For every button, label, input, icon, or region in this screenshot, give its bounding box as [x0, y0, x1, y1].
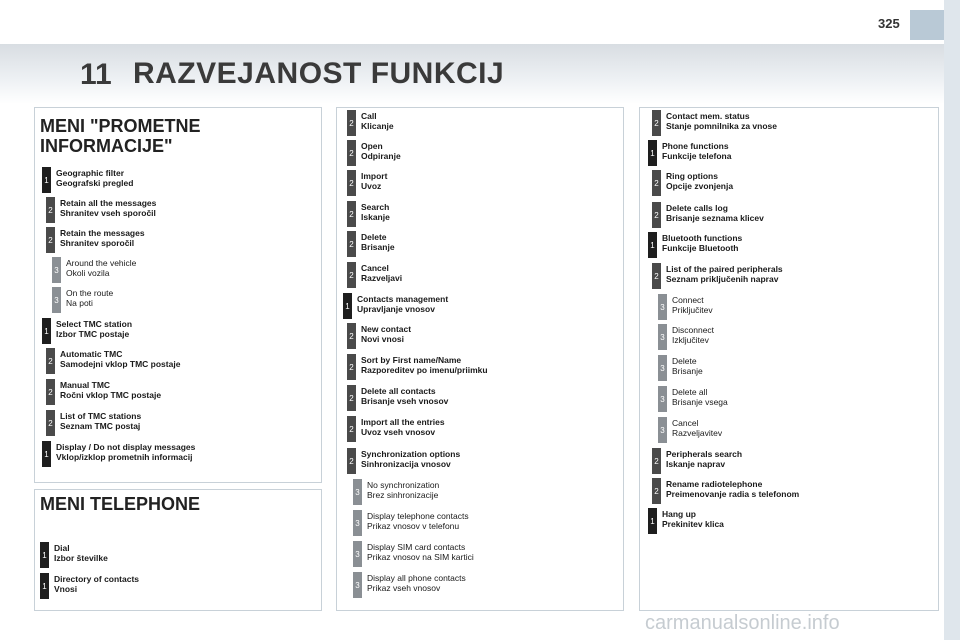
menu-item-label-en: Peripherals search: [666, 449, 743, 459]
menu-item-label-sl: Na poti: [66, 298, 93, 308]
level-badge: 3: [658, 355, 667, 381]
menu-item-label-sl: Vklop/izklop prometnih informacij: [56, 452, 193, 462]
menu-item-label-sl: Preimenovanje radia s telefonom: [666, 489, 800, 499]
menu-item-label-en: Cancel: [672, 418, 699, 428]
menu-item-text: [666, 479, 799, 499]
menu-item-label-en: On the route: [66, 288, 114, 298]
menu-item-text: [60, 349, 180, 369]
level-badge: 3: [658, 417, 667, 443]
menu-item-label-en: Delete calls log: [666, 203, 728, 213]
menu-item-text: [361, 417, 445, 437]
menu-item-text: [54, 543, 108, 563]
menu-item-label-sl: Geografski pregled: [56, 178, 134, 188]
menu-item-label-sl: Brisanje vseh vnosov: [361, 396, 449, 406]
menu-item-label-sl: Iskanje: [361, 212, 390, 222]
menu-item-label-en: Synchronization options: [361, 449, 461, 459]
menu-item-label-en: Automatic TMC: [60, 349, 123, 359]
menu-item-label-en: Import: [361, 171, 388, 181]
menu-item-label-sl: Brisanje vsega: [672, 397, 728, 407]
menu-item-label-en: Display all phone contacts: [367, 573, 466, 583]
level-badge: 3: [353, 541, 362, 567]
level-badge: 2: [347, 323, 356, 349]
menu-item-label-en: No synchronization: [367, 480, 440, 490]
level-badge: 2: [652, 170, 661, 196]
watermark: carmanualsonline.info: [645, 612, 840, 634]
menu-item-label-en: Directory of contacts: [54, 574, 140, 584]
level-badge: 2: [347, 385, 356, 411]
chapter-title: RAZVEJANOST FUNKCIJ: [133, 57, 505, 90]
menu-item-label-en: Rename radiotelephone: [666, 479, 763, 489]
level-badge: 2: [652, 263, 661, 289]
menu-item-text: [56, 319, 132, 339]
menu-item-label-en: Display telephone contacts: [367, 511, 469, 521]
menu-item-text: [60, 411, 141, 431]
menu-item-label-en: Call: [361, 111, 377, 121]
chapter-number: 11: [80, 58, 112, 91]
menu-item-text: [666, 111, 777, 131]
level-badge: 3: [52, 257, 61, 283]
menu-item-text: [662, 233, 742, 253]
menu-item-label-sl: Priključitev: [672, 305, 713, 315]
level-badge: 2: [46, 197, 55, 223]
menu-item-text: [672, 356, 703, 376]
level-badge: 3: [52, 287, 61, 313]
menu-item-text: [666, 264, 783, 284]
level-badge: 2: [46, 410, 55, 436]
menu-item-label-sl: Shranitev vseh sporočil: [60, 208, 156, 218]
menu-item-text: [672, 325, 714, 345]
menu-item-label-sl: Razveljavi: [361, 273, 403, 283]
menu-item-label-en: Retain all the messages: [60, 198, 157, 208]
menu-item-label-sl: Seznam TMC postaj: [60, 421, 141, 431]
menu-item-label-en: Dial: [54, 543, 70, 553]
menu-item-label-sl: Uvoz: [361, 181, 382, 191]
menu-item-label-en: Ring options: [666, 171, 718, 181]
level-badge: 1: [42, 318, 51, 344]
menu-item-label-sl: Iskanje naprav: [666, 459, 726, 469]
menu-item-label-sl: Brisanje: [672, 366, 703, 376]
level-badge: 1: [343, 293, 352, 319]
menu-item-text: [672, 295, 713, 315]
menu-item-label-sl: Upravljanje vnosov: [357, 304, 435, 314]
menu-item-text: [666, 171, 733, 191]
level-badge: 2: [652, 110, 661, 136]
menu-item-label-en: Delete all: [672, 387, 708, 397]
menu-item-text: [56, 168, 133, 188]
menu-item-label-en: Delete all contacts: [361, 386, 436, 396]
menu-item-label-en: Delete: [361, 232, 387, 242]
menu-item-text: [666, 449, 742, 469]
menu-item-text: [361, 171, 387, 191]
menu-item-text: [361, 386, 448, 406]
menu-item-label-en: Display / Do not display messages: [56, 442, 196, 452]
level-badge: 3: [658, 324, 667, 350]
menu-item-label-sl: Brez sinhronizacije: [367, 490, 439, 500]
menu-item-label-en: Around the vehicle: [66, 258, 137, 268]
level-badge: 1: [42, 441, 51, 467]
menu-item-text: [662, 141, 731, 161]
menu-item-label-sl: Izbor številke: [54, 553, 108, 563]
menu-item-text: [361, 324, 411, 344]
menu-item-label-en: Open: [361, 141, 383, 151]
level-badge: 2: [347, 231, 356, 257]
level-badge: 3: [658, 386, 667, 412]
menu-item-label-en: Search: [361, 202, 390, 212]
menu-item-text: [357, 294, 448, 314]
level-badge: 1: [40, 542, 49, 568]
menu-item-text: [367, 480, 439, 500]
menu-item-label-en: New contact: [361, 324, 412, 334]
menu-item-label-sl: Ročni vklop TMC postaje: [60, 390, 162, 400]
menu-item-label-en: Sort by First name/Name: [361, 355, 462, 365]
menu-item-label-sl: Razporeditev po imenu/priimku: [361, 365, 488, 375]
menu-item-label-sl: Sinhronizacija vnosov: [361, 459, 451, 469]
menu-item-label-sl: Izbor TMC postaje: [56, 329, 130, 339]
menu-item-text: [66, 288, 113, 308]
level-badge: 2: [46, 227, 55, 253]
menu-item-label-en: List of the paired peripherals: [666, 264, 783, 274]
menu-item-label-en: Phone functions: [662, 141, 729, 151]
traffic-title-line2: INFORMACIJE": [40, 136, 173, 156]
menu-item-text: [56, 442, 195, 462]
menu-item-label-en: Bluetooth functions: [662, 233, 743, 243]
menu-item-label-sl: Odpiranje: [361, 151, 401, 161]
menu-item-label-en: Disconnect: [672, 325, 715, 335]
level-badge: 1: [42, 167, 51, 193]
menu-item-label-sl: Funkcije Bluetooth: [662, 243, 739, 253]
right-sidebar: [944, 0, 960, 640]
menu-item-label-sl: Vnosi: [54, 584, 78, 594]
level-badge: 3: [353, 572, 362, 598]
menu-item-text: [672, 387, 728, 407]
level-badge: 1: [40, 573, 49, 599]
menu-item-label-sl: Izključitev: [672, 335, 709, 345]
menu-item-text: [666, 203, 764, 223]
menu-item-label-sl: Funkcije telefona: [662, 151, 732, 161]
traffic-menu-title: [40, 116, 201, 156]
menu-item-text: [662, 509, 724, 529]
level-badge: 1: [648, 508, 657, 534]
level-badge: 2: [347, 170, 356, 196]
page-tab: [910, 10, 944, 40]
level-badge: 3: [353, 510, 362, 536]
level-badge: 2: [652, 478, 661, 504]
menu-item-label-sl: Prikaz vseh vnosov: [367, 583, 441, 593]
menu-item-label-en: Geographic filter: [56, 168, 125, 178]
level-badge: 2: [46, 348, 55, 374]
level-badge: 2: [347, 110, 356, 136]
telephone-menu-title: MENI TELEPHONE: [40, 494, 201, 514]
menu-item-label-sl: Shranitev sporočil: [60, 238, 135, 248]
menu-item-label-sl: Novi vnosi: [361, 334, 404, 344]
menu-item-label-en: Select TMC station: [56, 319, 133, 329]
menu-item-label-en: Contacts management: [357, 294, 449, 304]
menu-item-label-sl: Opcije zvonjenja: [666, 181, 734, 191]
menu-item-label-sl: Klicanje: [361, 121, 394, 131]
level-badge: 2: [46, 379, 55, 405]
menu-item-label-en: Connect: [672, 295, 704, 305]
menu-item-label-en: Display SIM card contacts: [367, 542, 466, 552]
level-badge: 2: [347, 354, 356, 380]
menu-item-text: [361, 232, 395, 252]
menu-item-label-sl: Brisanje: [361, 242, 395, 252]
level-badge: 2: [347, 416, 356, 442]
menu-item-text: [367, 573, 466, 593]
menu-item-text: [361, 111, 394, 131]
menu-item-label-en: Import all the entries: [361, 417, 445, 427]
menu-item-label-en: Delete: [672, 356, 697, 366]
menu-item-label-en: Contact mem. status: [666, 111, 750, 121]
menu-item-label-sl: Uvoz vseh vnosov: [361, 427, 436, 437]
menu-item-label-en: Cancel: [361, 263, 389, 273]
menu-item-text: [361, 263, 402, 283]
page-number: 325: [878, 16, 900, 31]
traffic-title-line1: MENI "PROMETNE: [40, 116, 201, 136]
level-badge: 2: [347, 201, 356, 227]
menu-item-text: [66, 258, 136, 278]
menu-item-text: [60, 198, 156, 218]
menu-item-label-sl: Razveljavitev: [672, 428, 723, 438]
menu-item-text: [367, 542, 474, 562]
menu-item-label-sl: Prikaz vnosov v telefonu: [367, 521, 460, 531]
menu-item-text: [367, 511, 469, 531]
menu-item-label-en: List of TMC stations: [60, 411, 142, 421]
menu-item-text: [60, 380, 161, 400]
menu-item-label-sl: Brisanje seznama klicev: [666, 213, 764, 223]
menu-item-label-sl: Prikaz vnosov na SIM kartici: [367, 552, 474, 562]
level-badge: 1: [648, 232, 657, 258]
menu-item-text: [54, 574, 139, 594]
menu-item-label-sl: Okoli vozila: [66, 268, 110, 278]
menu-item-label-en: Hang up: [662, 509, 696, 519]
menu-item-label-en: Retain the messages: [60, 228, 145, 238]
menu-item-text: [361, 141, 401, 161]
menu-item-label-sl: Stanje pomnilnika za vnose: [666, 121, 778, 131]
menu-item-label-sl: Seznam priključenih naprav: [666, 274, 779, 284]
level-badge: 1: [648, 140, 657, 166]
level-badge: 2: [347, 262, 356, 288]
level-badge: 3: [658, 294, 667, 320]
menu-item-label-sl: Prekinitev klica: [662, 519, 724, 529]
menu-item-text: [361, 355, 488, 375]
level-badge: 2: [347, 140, 356, 166]
menu-item-label-sl: Samodejni vklop TMC postaje: [60, 359, 181, 369]
menu-item-text: [60, 228, 145, 248]
level-badge: 2: [652, 202, 661, 228]
menu-item-label-en: Manual TMC: [60, 380, 111, 390]
menu-item-text: [361, 202, 390, 222]
menu-item-text: [361, 449, 460, 469]
menu-item-text: [672, 418, 722, 438]
level-badge: 2: [652, 448, 661, 474]
level-badge: 2: [347, 448, 356, 474]
level-badge: 3: [353, 479, 362, 505]
